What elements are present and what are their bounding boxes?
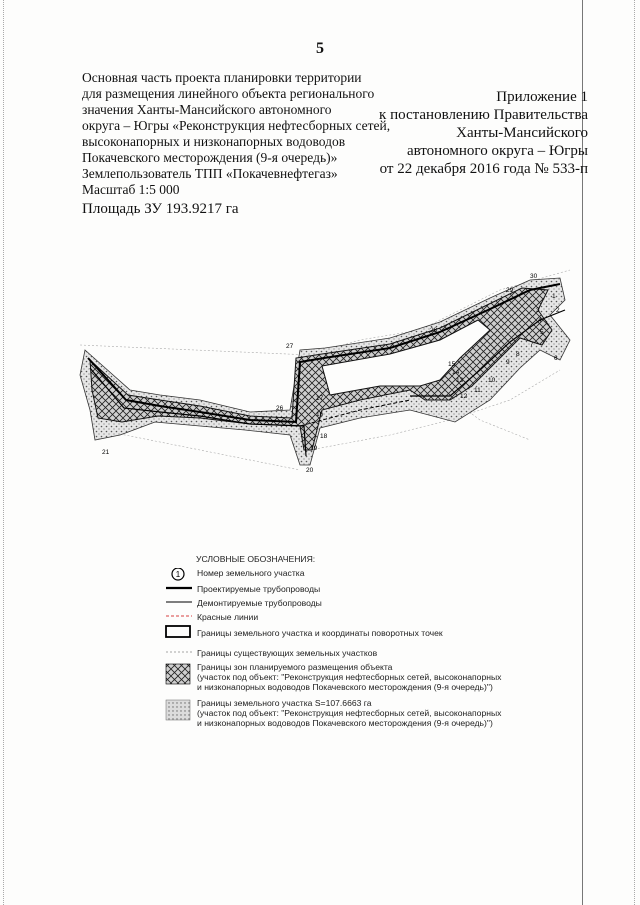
map-point-label: 12 xyxy=(460,393,468,400)
map-point-label: 21 xyxy=(102,449,110,456)
project-description xyxy=(82,70,391,217)
legend-label: Красные линии xyxy=(197,612,259,622)
legend-row-parcel-boundaries xyxy=(162,624,522,640)
project-line: Основная часть проекта планировки территории xyxy=(82,70,362,85)
legend-label: Границы существующих земельных участков xyxy=(197,648,378,658)
legend-label-line: Границы зон планируемого размещения объекта xyxy=(197,662,393,672)
legend-title: УСЛОВНЫЕ ОБОЗНАЧЕНИЯ: xyxy=(196,554,316,564)
legend-label-line: (участок под объект: "Реконструкция нефтесборных сетей, высоконапорных xyxy=(197,672,502,682)
legend-label: Номер земельного участка xyxy=(197,568,305,578)
map-point-label: 17 xyxy=(316,395,324,402)
scan-edge-right xyxy=(634,0,635,905)
legend-label: Границы земельного участка и координаты поворотных точек xyxy=(197,628,443,638)
map-point-label: 3 xyxy=(536,307,540,314)
parcel-number-symbol xyxy=(164,568,192,582)
map-point-label: 18 xyxy=(320,433,328,440)
parcel-boundary-symbol xyxy=(164,624,192,640)
map-point-label: 10 xyxy=(488,377,496,384)
map-scale: Масштаб 1:5 000 xyxy=(82,182,180,197)
scan-edge-left xyxy=(3,0,4,905)
legend-label-line: Границы земельного участка S=107.6663 га xyxy=(197,698,372,708)
parcel-number-symbol-text: 1 xyxy=(175,570,181,579)
map-point-label: 30 xyxy=(530,273,538,280)
legend-label xyxy=(197,698,501,728)
parcel-area: Площадь ЗУ 193.9217 га xyxy=(82,201,239,217)
legend-row-red-lines xyxy=(162,612,522,624)
legend-row-dismantled-pipelines xyxy=(162,598,522,610)
project-line: Землепользователь ТПП «Покачевнефтегаз» xyxy=(82,166,338,181)
appendix-line: автономного округа – Югры xyxy=(406,143,588,159)
page-number: 5 xyxy=(316,40,324,57)
map-point-label: 14 xyxy=(452,369,460,376)
map-point-label: 6 xyxy=(554,355,558,362)
legend-label: Демонтируемые трубопроводы xyxy=(197,598,322,608)
map-point-label: 4 xyxy=(538,317,542,324)
project-line: для размещения линейного объекта регионального xyxy=(82,86,375,101)
parcel-area-symbol xyxy=(164,698,192,722)
legend-label xyxy=(197,662,501,692)
projected-pipeline-symbol xyxy=(164,584,192,594)
map-point-label: 9 xyxy=(506,359,510,366)
appendix-line: Приложение 1 xyxy=(496,89,588,105)
appendix-line: к постановлению Правительства xyxy=(379,107,588,123)
existing-parcel-symbol xyxy=(164,648,192,658)
legend-label: Проектируемые трубопроводы xyxy=(197,584,321,594)
map-point-label: 26 xyxy=(276,405,284,412)
map-point-label: 1 xyxy=(552,293,556,300)
project-line: высоконапорных и низконапорных водоводов xyxy=(82,134,346,149)
map-point-label: 19 xyxy=(310,445,318,452)
appendix-line: от 22 декабря 2016 года № 533-п xyxy=(379,161,588,177)
map-point-label: 15 xyxy=(448,361,456,368)
appendix-line: Ханты-Мансийского xyxy=(456,125,588,141)
red-line-symbol xyxy=(164,612,192,622)
legend-row-projected-pipelines xyxy=(162,584,522,596)
legend-row-parcel-number xyxy=(162,568,522,580)
map-point-label: 28 xyxy=(430,327,438,334)
legend-label-line: (участок под объект: "Реконструкция нефтесборных сетей, высоконапорных xyxy=(197,708,502,718)
dismantled-pipeline-symbol xyxy=(164,598,192,608)
map-point-label: 7 xyxy=(530,341,534,348)
map-point-label: 5 xyxy=(540,329,544,336)
map-point-label: 27 xyxy=(286,343,294,350)
map-point-label: 13 xyxy=(456,377,464,384)
project-line: округа – Югры «Реконструкция нефтесборных сетей, xyxy=(82,118,391,133)
site-plan-map xyxy=(60,250,580,490)
legend-label-line: и низконапорных водоводов Покачевского месторождения (9-я очередь)") xyxy=(197,682,493,692)
legend-row-parcel-area xyxy=(162,698,522,732)
map-point-label: 20 xyxy=(306,467,314,474)
legend-row-existing-parcels xyxy=(162,648,522,660)
legend-row-placement-zone xyxy=(162,662,522,696)
project-line: Покачевского месторождения (9-я очередь)» xyxy=(82,150,338,165)
placement-zone-symbol xyxy=(164,662,192,686)
legend-label-line: и низконапорных водоводов Покачевского месторождения (9-я очередь)") xyxy=(197,718,493,728)
project-line: значения Ханты-Мансийского автономного xyxy=(82,102,332,117)
map-point-label: 11 xyxy=(474,387,481,394)
map-point-label: 8 xyxy=(516,351,520,358)
map-point-label: 16 xyxy=(316,411,324,418)
map-point-label: 2 xyxy=(556,307,560,314)
map-point-label: 29 xyxy=(506,287,514,294)
